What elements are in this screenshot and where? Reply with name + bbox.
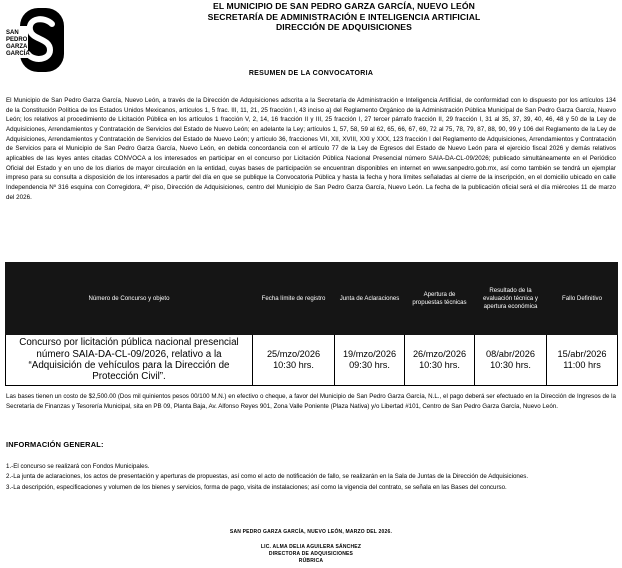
- bases-paragraph: Las bases tienen un costo de $2,500.00 (Dos mil quinientos pesos 00/100 M.N.) en efectivo o cheque, a favor del Municipio de San Pedro Garza García, N.L., el pago deberá ser efectuado en la Dirección de Ingresos de la Secretaría de Finanzas y Tesorería Municipal, sita en PB 09, Planta Baja, Av. Alfonso Reyes 901, Zona Valle Poniente (Plaza Nativa) y/o Libertad #101, Centro de San Pedro Garza García, Nuevo León.: [6, 393, 616, 410]
- summary-title: RESUMEN DE LA CONVOCATORIA: [248, 70, 374, 77]
- info-title: INFORMACIÓN GENERAL:: [6, 440, 104, 449]
- logo-line-1: SAN: [6, 30, 19, 36]
- logo-line-2: PEDRO: [6, 37, 28, 43]
- signature-rubric: RÚBRICA: [298, 558, 324, 564]
- cell-description: Concurso por licitación pública nacional presencial número SAIA-DA-CL-09/2026, relativo a la “Adquisición de vehículos para la Dirección de Protección Civil”.: [6, 335, 253, 386]
- fallo-time: 11:00 hrs: [563, 360, 601, 370]
- san-pedro-logo: [4, 6, 66, 74]
- header-apertura: Apertura de propuestas técnicas: [405, 263, 475, 335]
- table-row: [6, 335, 618, 386]
- header-secretaria: SECRETARÍA DE ADMINISTRACIÓN E INTELIGENCIA ARTIFICIAL: [207, 11, 481, 22]
- header-resultado: Resultado de la evaluación técnica y apertura económica: [475, 263, 547, 335]
- header-concurso: Número de Concurso y objeto: [6, 263, 253, 335]
- resultado-date: 08/abr/2026: [485, 349, 536, 359]
- document-header: [70, 1, 618, 33]
- logo-line-4: GARCÍA: [6, 51, 30, 57]
- table-header-row: [6, 263, 618, 335]
- info-list: [6, 462, 616, 493]
- signature-role: DIRECTORA DE ADQUISICIONES: [268, 551, 354, 557]
- info-item-2: 2.-La junta de aclaraciones, los actos de presentación y aperturas de propuestas, así como el acto de notificación de fallo, se realizarán en la Sala de Juntas de la Dirección de Adquisiciones.: [6, 473, 529, 481]
- junta-time: 09:30 hrs.: [349, 360, 390, 370]
- header-direccion: DIRECCIÓN DE ADQUISICIONES: [276, 22, 412, 33]
- registro-date: 25/mzo/2026: [266, 349, 321, 359]
- resultado-time: 10:30 hrs.: [490, 360, 531, 370]
- signature-name: LIC. ALMA DELIA AGUILERA SÁNCHEZ: [260, 544, 362, 550]
- info-item-3: 3.-La descripción, especificaciones y volumen de los bienes y servicios, forma de pago, visita de instalaciones; así como la vigencia del contrato, se señala en las Bases del concurso.: [6, 483, 507, 491]
- logo-line-3: GARZA: [6, 44, 28, 50]
- signature-place-date: SAN PEDRO GARZA GARCÍA, NUEVO LEÓN, MARZO DEL 2026.: [229, 529, 393, 535]
- header-junta: Junta de Aclaraciones: [335, 263, 405, 335]
- convocatoria-table: [5, 262, 618, 386]
- info-item-1: 1.-El concurso se realizará con Fondos Municipales.: [6, 463, 150, 470]
- apertura-date: 26/mzo/2026: [412, 349, 467, 359]
- fallo-date: 15/abr/2026: [557, 349, 607, 359]
- header-fallo: Fallo Definitivo: [547, 263, 618, 335]
- cell-junta: [335, 335, 405, 386]
- cell-registro: [253, 335, 335, 386]
- cell-fallo: [547, 335, 618, 386]
- header-municipio: EL MUNICIPIO DE SAN PEDRO GARZA GARCÍA, NUEVO LEÓN: [213, 1, 475, 11]
- cell-resultado: [475, 335, 547, 386]
- registro-time: 10:30 hrs.: [273, 360, 314, 370]
- apertura-time: 10:30 hrs.: [419, 360, 460, 370]
- junta-date: 19/mzo/2026: [342, 349, 397, 359]
- cell-apertura: [405, 335, 475, 386]
- intro-paragraph: El Municipio de San Pedro Garza García, Nuevo León, a través de la Dirección de Adquisiciones adscrita a la Secretaría de Administración e Inteligencia Artificial, de conformidad con lo dispuesto por los artículos 134 de la Constitución Política de los Estados Unidos Mexicanos, artículos 1, 5 frac. III, 11, 21, 25 fracción I, 43 inciso a) del Reglamento Orgánico de la Administración Pública Municipal de San Pedro Garza García, Nuevo León; los relativos al procedimiento de Licitación Pública en los artículos 1 fracción V, 2, 14, 16 fracción II y III, 25 fracción I, 27 tercer párrafo fracción II, 29 fracción I, 31 al 35, 37, 39, 40, 46, 48 y 50 de la Ley de Adquisiciones, Arrendamientos y Contratación de Servicios del Estado de Nuevo León; en adelante la Ley; artículos 1, 57, 58, 59 al 62, 65, 66, 67, 69, 72 al 75, 78, 79, 87, 88, 90, 99 y 106 del Reglamento de la Ley de Adquisiciones, Arrendamientos y Contratación de Servicios del Estado de Nuevo León; y artículo 36, fracciones VII, XII, XVIII, XXI y XXX, 123 fracción I del Reglamento de Adquisiciones, Arrendamientos y Contratación de Servicios para el Municipio de San Pedro Garza García, Nuevo León, en debida concordancia con el artículo 77 de la Ley de Egresos del Estado de Nuevo León para el ejercicio fiscal 2026 y demás relativos aplicables de las leyes antes citadas CONVOCA a los interesados en participar en el concurso por Licitación Pública Nacional Presencial número SAIA-DA-CL-09/2026; publicado simultáneamente en el Periódico Oficial del Estado y en uno de los diarios de mayor circulación en la entidad, cuyas bases de participación se encuentran disponibles en internet en www.sanpedro.gob.mx, así como también se tendrá un ejemplar impreso para su consulta a disposición de los interesados a partir del día en que se publique la Convocatoria Pública y hasta la fecha y hora límites señaladas al cierre de la inscripción, en el domicilio ubicado en calle Independencia Nº 316 esquina con Corregidora, 4º piso, Dirección de Adquisiciones, centro del Municipio de San Pedro Garza García, Nuevo León. La fecha de la publicación oficial será el día miércoles 11 de marzo del 2026.: [6, 97, 616, 201]
- header-registro: Fecha límite de registro: [253, 263, 335, 335]
